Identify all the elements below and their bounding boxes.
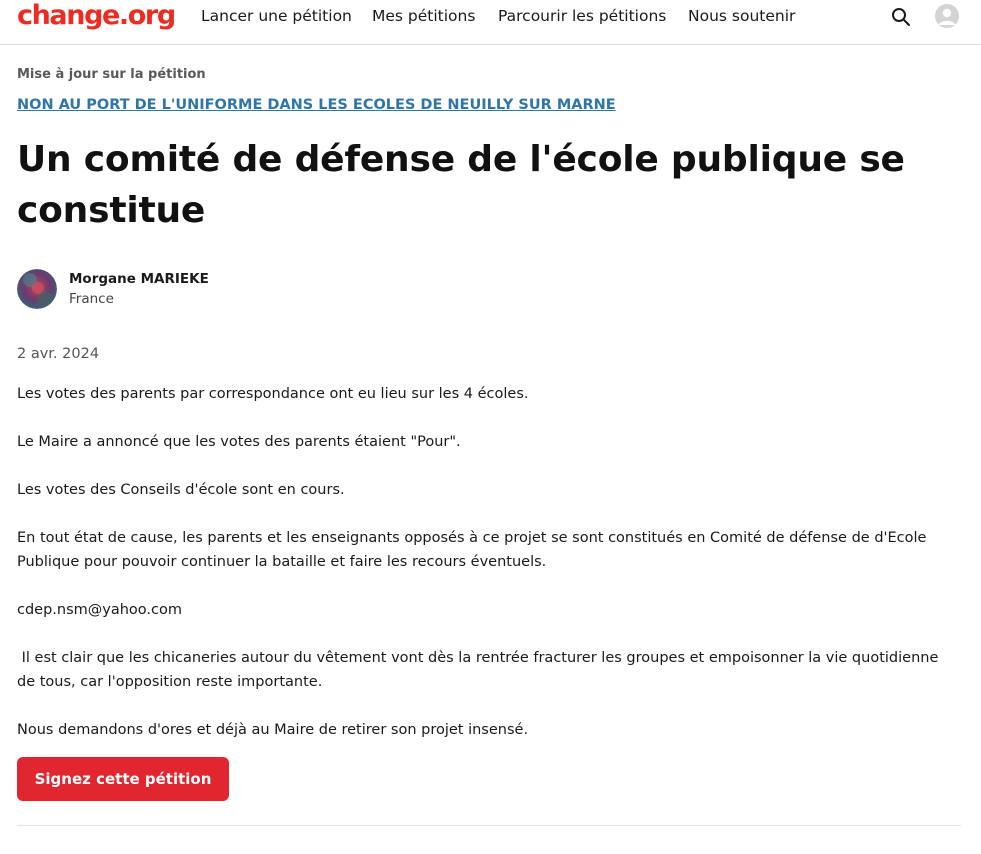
update-body [17,382,957,766]
contact-email: cdep.nsm@yahoo.com [17,602,183,618]
user-avatar-icon[interactable] [935,4,959,28]
nav-start-petition[interactable]: Lancer une pétition [201,7,352,25]
body-paragraph: Il est clair que les chicaneries autour du vêtement vont dès la rentrée fracturer les groupes et empoisonner la vie quotidienne de tous, car l'opposition reste importante. [17,650,943,690]
body-paragraph: Les votes des Conseils d'école sont en cours. [17,482,345,498]
update-title: Un comité de défense de l'école publique se constitue [17,139,905,231]
body-paragraph: Nous demandons d'ores et déjà au Maire de retirer son projet insensé. [17,722,529,738]
petition-title-link[interactable]: NON AU PORT DE L'UNIFORME DANS LES ECOLES DE NEUILLY SUR MARNE [17,97,616,113]
author-country: France [69,291,114,307]
divider [17,825,961,826]
change-org-logo[interactable]: change.org [17,0,175,31]
nav-browse-petitions[interactable]: Parcourir les pétitions [498,7,667,25]
author-name[interactable]: Morgane MARIEKE [69,271,209,287]
body-paragraph: Le Maire a annoncé que les votes des parents étaient "Pour". [17,434,461,450]
update-kicker: Mise à jour sur la pétition [17,67,206,82]
body-paragraph: En tout état de cause, les parents et les enseignants opposés à ce projet se sont constitués en Comité de défense de d'Ecole Publique pour pouvoir continuer la bataille et faire les recours éventuels. [17,530,927,570]
search-icon[interactable] [891,7,911,27]
top-navigation-bar [0,0,981,45]
body-paragraph: Les votes des parents par correspondance ont eu lieu sur les 4 écoles. [17,386,529,402]
nav-my-petitions[interactable]: Mes pétitions [372,7,476,25]
author-avatar [17,269,57,309]
sign-petition-button[interactable]: Signez cette pétition [17,757,229,801]
nav-support-us[interactable]: Nous soutenir [688,7,796,25]
update-date: 2 avr. 2024 [17,346,100,362]
